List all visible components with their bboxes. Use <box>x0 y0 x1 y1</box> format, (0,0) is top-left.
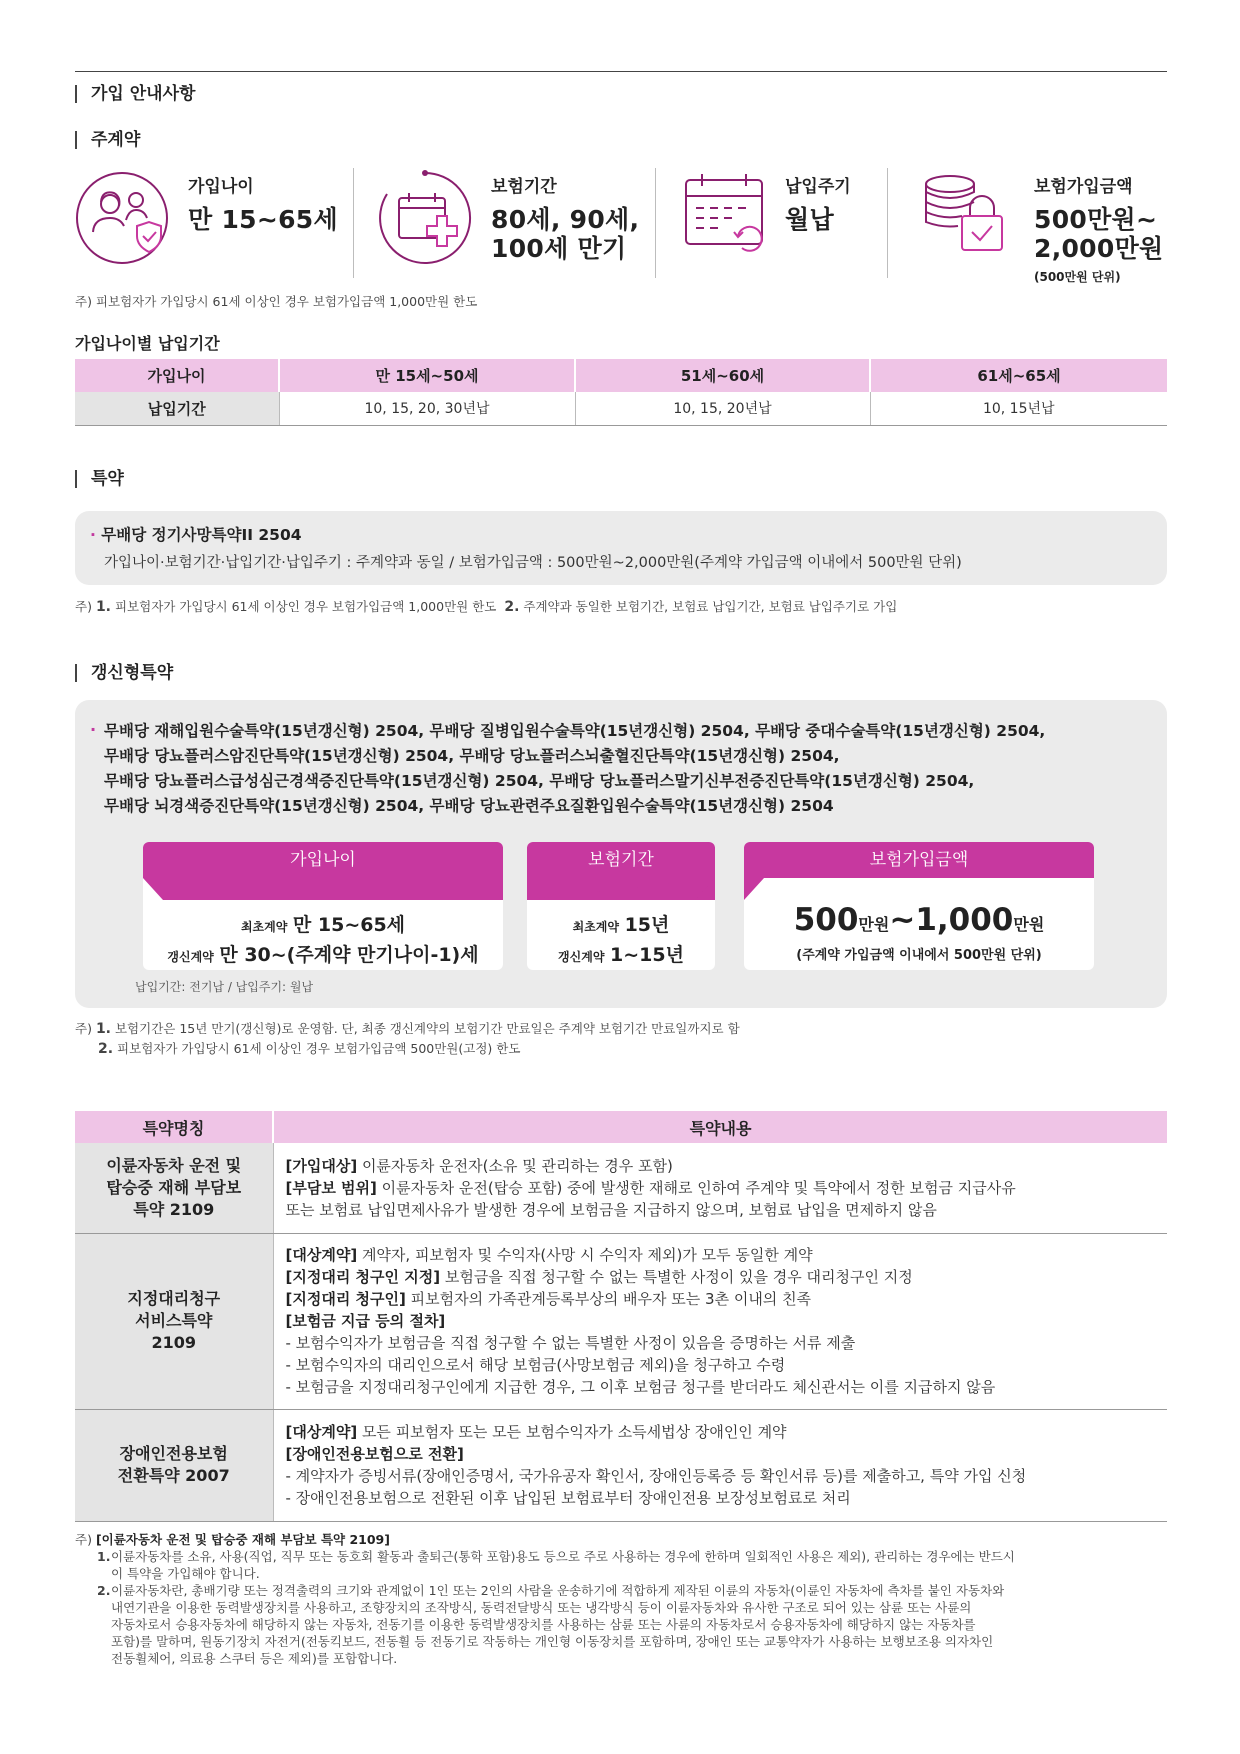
note-text: 피보험자가 가입당시 61세 이상인 경우 보험가입금액 1,000만원 한도 <box>114 599 497 614</box>
note-text: 주계약과 동일한 보험기간, 보험료 납입기간, 보험료 납입주기로 가입 <box>523 599 898 614</box>
card-title: 보험기간 <box>527 842 715 878</box>
rider-table-body <box>75 1143 1167 1521</box>
amount-unit: 만원 <box>1013 915 1045 934</box>
renewal-notes <box>75 1019 740 1059</box>
renewal-pay-note: 납입기간: 전기납 / 납입주기: 월납 <box>135 980 314 994</box>
note-number: 2. <box>98 1041 114 1057</box>
rider-name-line: 특약 2109 <box>133 1199 215 1219</box>
rider-desc-line <box>286 1376 1156 1398</box>
rider-name-line: 탑승중 재해 부담보 <box>106 1177 242 1197</box>
footnote-number: 2. <box>97 1583 111 1598</box>
table-row <box>75 1233 1167 1409</box>
table-cell: 10, 15년납 <box>870 392 1167 425</box>
amount-card <box>744 842 1094 970</box>
amount-label: 보험가입금액 <box>1034 177 1133 197</box>
renew-contract-age: 만 30~(주계약 만기나이-1)세 <box>219 944 479 966</box>
rider-desc-label: [장애인전용보험으로 전환] <box>285 1445 464 1463</box>
rider-desc-label: [대상계약] <box>285 1246 358 1264</box>
card-title: 보험가입금액 <box>744 842 1094 878</box>
rider-desc-label: [대상계약] <box>285 1423 358 1441</box>
rider-desc-line <box>286 1244 1156 1266</box>
period-first-row <box>527 910 715 937</box>
footnote-line: 포함)를 말하며, 원동기장치 자전거(전동킥보드, 전동휠 등 전동기로 작동하는 개인형 이동장치를 포함하며, 장애인 또는 교통약자가 사용하는 보행보조용 의자차인 <box>111 1634 994 1649</box>
rider-name-line: 2109 <box>151 1333 197 1352</box>
rider-desc-line <box>286 1310 1156 1332</box>
rider-name-cell <box>75 1233 273 1409</box>
amount-min: 500 <box>793 902 859 938</box>
rider-desc-line <box>286 1199 1156 1221</box>
rider-desc-line <box>286 1177 1156 1199</box>
amount-max: 1,000 <box>915 902 1014 938</box>
rider-desc-text: 이륜자동차 운전자(소유 및 관리하는 경우 포함) <box>357 1156 673 1175</box>
people-shield-icon <box>74 170 170 266</box>
note-prefix: 주) <box>75 599 92 614</box>
card-title: 가입나이 <box>143 842 503 878</box>
footnote-line: 전동휠체어, 의료용 스쿠터 등은 제외)를 포함합니다. <box>111 1651 398 1666</box>
first-contract-age: 만 15~65세 <box>292 914 406 936</box>
renewal-line: 무배당 뇌경색증진단특약(15년갱신형) 2504, 무배당 당뇨관련주요질환입원수술특약(15년갱신형) 2504 <box>104 797 834 815</box>
first-contract-label: 최초계약 <box>572 920 619 934</box>
top-rule <box>75 71 1167 72</box>
rider-desc-line <box>286 1421 1156 1443</box>
note-text: 보험기간은 15년 만기(갱신형)로 운영함. 단, 최종 갱신계약의 보험기간 만료일은 주계약 보험기간 만료일까지로 함 <box>114 1021 740 1036</box>
renew-contract-period: 1~15년 <box>610 944 684 966</box>
age-card <box>143 842 503 970</box>
age-renew-row <box>143 940 503 967</box>
footnote-line: 이 특약을 가입해야 합니다. <box>111 1566 260 1581</box>
note-line <box>75 1039 740 1059</box>
rider-name-line: 이륜자동차 운전 및 <box>106 1155 242 1175</box>
table-header-cell: 특약명칭 <box>75 1111 273 1143</box>
first-contract-period: 15년 <box>624 914 670 936</box>
amount-value-line2: 2,000만원 <box>1034 234 1164 263</box>
rider-desc-text: 보험금을 직접 청구할 수 없는 특별한 사정이 있을 경우 대리청구인 지정 <box>440 1268 913 1286</box>
rider-desc-text: - 보험수익자가 보험금을 직접 청구할 수 없는 특별한 사정이 있음을 증명하는 서류 제출 <box>285 1334 856 1352</box>
footnote-title: [이륜자동차 운전 및 탑승중 재해 부담보 특약 2109] <box>95 1532 390 1547</box>
rider-desc-label: [지정대리 청구인] <box>285 1290 406 1308</box>
rider-desc-line <box>286 1332 1156 1354</box>
rider-desc-text: 계약자, 피보험자 및 수익자(사망 시 수익자 제외)가 모두 동일한 계약 <box>357 1246 813 1264</box>
rider-desc-text: - 장애인전용보험으로 전환된 이후 납입된 보험료부터 장애인전용 보장성보험료로 처리 <box>285 1489 851 1507</box>
rider-name-cell <box>75 1409 273 1521</box>
rider-name-line: 지정대리청구 <box>127 1289 221 1308</box>
rider-desc-text: 피보험자의 가족관계등록부상의 배우자 또는 3촌 이내의 친족 <box>405 1290 812 1308</box>
rider-bullet-title <box>90 523 302 545</box>
period-label: 보험기간 <box>491 177 557 197</box>
renewal-box <box>75 700 1167 1008</box>
table-header-row <box>75 1111 1167 1143</box>
rider-desc-cell <box>273 1233 1167 1409</box>
age-label: 가입나이 <box>188 177 254 197</box>
rider-desc-line <box>286 1487 1156 1509</box>
card-wedge <box>143 878 503 900</box>
note-line <box>75 1019 740 1039</box>
note-number: 2. <box>504 599 520 615</box>
rider-desc-text: 또는 보험료 납입면제사유가 발생한 경우에 보험금을 지급하지 않으며, 보험료 납입을 면제하지 않음 <box>285 1200 937 1219</box>
note-number: 1. <box>95 1021 111 1037</box>
coins-lock-icon <box>918 170 1014 266</box>
calendar-plus-icon <box>377 170 473 266</box>
rider-desc-label: [지정대리 청구인 지정] <box>285 1268 441 1286</box>
rider-desc-cell <box>273 1409 1167 1521</box>
table-header-row <box>75 359 1167 392</box>
table-header-cell: 특약내용 <box>273 1111 1167 1143</box>
rider-heading: 특약 <box>75 470 124 488</box>
table-header-cell: 가입나이 <box>75 359 279 392</box>
age-value: 만 15~65세 <box>188 205 338 234</box>
page-title: 가입 안내사항 <box>75 85 195 103</box>
period-value-line1: 80세, 90세, <box>491 205 640 234</box>
rider-desc-text: 모든 피보험자 또는 모든 보험수익자가 소득세법상 장애인인 계약 <box>357 1423 787 1441</box>
footnote-title-line <box>75 1531 1167 1548</box>
renew-contract-label: 갱신계약 <box>167 950 214 964</box>
rider-desc-text: - 보험수익자의 대리인으로서 해당 보험금(사망보험금 제외)을 청구하고 수령 <box>285 1356 786 1374</box>
first-contract-label: 최초계약 <box>240 920 288 934</box>
calendar-refresh-icon <box>680 170 776 266</box>
footnote-text <box>111 1582 1004 1667</box>
footnote-item <box>75 1582 1167 1667</box>
period-renew-row <box>527 940 715 967</box>
amount-value-line1: 500만원~ <box>1034 205 1158 234</box>
renewal-line: 무배당 재해입원수술특약(15년갱신형) 2504, 무배당 질병입원수술특약(15년갱신형) 2504, 무배당 중대수술특약(15년갱신형) 2504, <box>104 722 1046 740</box>
divider <box>655 168 656 278</box>
note-text: 피보험자가 가입당시 61세 이상인 경우 보험가입금액 500만원(고정) 한도 <box>117 1041 521 1056</box>
footnote-line: 자동차로서 승용자동차에 해당하지 않는 자동차, 전동기를 이용한 동력발생장치를 사용하는 삼륜 또는 사륜의 자동차로서 승용자동차에 해당하지 않는 자동차를 <box>111 1617 976 1632</box>
rider-note <box>75 597 897 615</box>
renewal-heading: 갱신형특약 <box>75 664 173 682</box>
amount-range <box>744 902 1094 938</box>
footnote-line: 이륜자동차를 소유, 사용(직업, 직무 또는 동호회 활동과 출퇴근(통학 포함)용도 등으로 주로 사용하는 경우에 한하며 일회적인 사용은 제외), 관리하는 경우에는 반드시 <box>111 1549 1015 1564</box>
rider-name-line: 전환특약 2007 <box>117 1466 230 1485</box>
amount-unit: 만원 <box>858 915 890 934</box>
pay-cycle-label: 납입주기 <box>785 177 851 197</box>
card-wedge <box>744 878 1094 900</box>
table-row-header: 납입기간 <box>75 392 279 425</box>
renewal-line: 무배당 당뇨플러스암진단특약(15년갱신형) 2504, 무배당 당뇨플러스뇌출혈진단특약(15년갱신형) 2504, <box>104 747 840 765</box>
rider-desc-line <box>286 1354 1156 1376</box>
period-card <box>527 842 715 970</box>
pay-cycle-value: 월납 <box>785 205 834 234</box>
age-payment-table <box>75 359 1167 426</box>
renewal-line: 무배당 당뇨플러스급성심근경색증진단특약(15년갱신형) 2504, 무배당 당뇨플러스말기신부전증진단특약(15년갱신형) 2504, <box>104 772 975 790</box>
bullet-dot: · <box>90 526 96 544</box>
rider-desc-text: - 보험금을 지정대리청구인에게 지급한 경우, 그 이후 보험금 청구를 받더라도 체신관서는 이를 지급하지 않음 <box>285 1378 996 1396</box>
rider-name-line: 서비스특약 <box>135 1311 213 1330</box>
rider-desc-cell <box>273 1143 1167 1233</box>
rider-desc-text: 이륜자동차 운전(탑승 포함) 중에 발생한 재해로 인하여 주계약 및 특약에서 정한 보험금 지급사유 <box>376 1178 1016 1197</box>
rider-desc-text: - 계약자가 증빙서류(장애인증명서, 국가유공자 확인서, 장애인등록증 등 확인서류 등)를 제출하고, 특약 가입 신청 <box>285 1467 1027 1485</box>
rider-name-line: 장애인전용보험 <box>119 1444 228 1463</box>
rider-desc-line <box>286 1465 1156 1487</box>
card-wedge <box>527 878 715 900</box>
main-contract-note: 주) 피보험자가 가입당시 61세 이상인 경우 보험가입금액 1,000만원 한도 <box>75 294 478 309</box>
main-contract-heading: 주계약 <box>75 131 140 149</box>
table-cell: 10, 15, 20, 30년납 <box>279 392 575 425</box>
amount-sub: (주계약 가입금액 이내에서 500만원 단위) <box>796 948 1042 963</box>
bullet-dot: · <box>90 720 97 739</box>
note-prefix: 주) <box>75 1021 92 1036</box>
renew-contract-label: 갱신계약 <box>558 950 605 964</box>
rider-desc-label: [부담보 범위] <box>285 1178 377 1197</box>
rider-desc-label: [보험금 지급 등의 절차] <box>285 1312 446 1330</box>
note-number: 1. <box>95 599 111 615</box>
rider-name: 무배당 정기사망특약II 2504 <box>101 526 302 544</box>
age-first-row <box>143 910 503 937</box>
divider <box>887 168 888 278</box>
rider-box <box>75 511 1167 585</box>
table-row <box>75 1409 1167 1521</box>
rider-desc: 가입나이·보험기간·납입기간·납입주기 : 주계약과 동일 / 보험가입금액 : 500만원~2,000만원(주계약 가입금액 이내에서 500만원 단위) <box>104 555 962 571</box>
renewal-rider-list <box>104 719 1045 819</box>
rider-desc-line <box>286 1443 1156 1465</box>
table-header-cell: 61세~65세 <box>870 359 1167 392</box>
footnote-line: 내연기관을 이용한 동력발생장치를 사용하고, 조향장치의 조작방식, 동력전달방식 또는 냉각방식 등이 이륜자동차와 유사한 구조로 되어 있는 삼륜 또는 사륜의 <box>111 1600 972 1615</box>
amount-unit: (500만원 단위) <box>1034 270 1121 284</box>
footnote-prefix: 주) <box>75 1532 92 1547</box>
rider-desc-label: [가입대상] <box>285 1156 358 1175</box>
rider-name-cell <box>75 1143 273 1233</box>
table-row <box>75 1143 1167 1233</box>
footnote-text <box>111 1548 1015 1582</box>
table-row <box>75 392 1167 425</box>
age-table-title: 가입나이별 납입기간 <box>75 334 220 353</box>
table-cell: 10, 15, 20년납 <box>575 392 870 425</box>
footnote-line: 이륜자동차란, 총배기량 또는 정격출력의 크기와 관계없이 1인 또는 2인의 사람을 운송하기에 적합하게 제작된 이륜의 자동차(이륜인 자동차에 측차를 붙인 자동차와 <box>111 1583 1005 1598</box>
footnote-number: 1. <box>97 1549 111 1564</box>
rider-table <box>75 1111 1167 1522</box>
divider <box>353 168 354 278</box>
table-header-cell: 51세~60세 <box>575 359 870 392</box>
footnotes <box>75 1531 1167 1667</box>
table-header-cell: 만 15세~50세 <box>279 359 575 392</box>
period-value-line2: 100세 만기 <box>491 234 627 263</box>
rider-desc-line <box>286 1266 1156 1288</box>
rider-desc-line <box>286 1288 1156 1310</box>
footnote-item <box>75 1548 1167 1582</box>
amount-tilde: ~ <box>889 902 916 938</box>
rider-desc-line <box>286 1155 1156 1177</box>
